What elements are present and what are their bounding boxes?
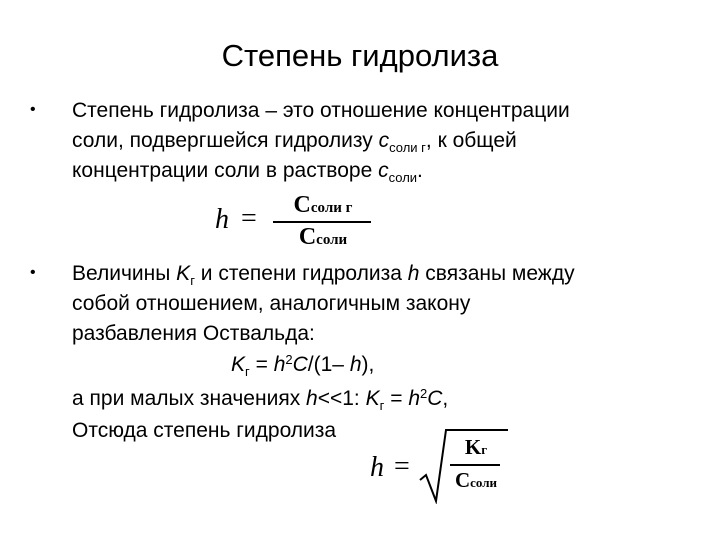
num-sub: соли г <box>310 200 353 216</box>
bullet1-line1: Степень гидролиза – это отношение концентрации <box>72 99 570 122</box>
subscript: г <box>190 273 195 288</box>
formula-lhs: h <box>215 204 229 235</box>
var-h: h <box>306 387 318 410</box>
text: , <box>442 387 449 410</box>
subscript: г <box>379 398 385 413</box>
var-h: h <box>408 387 420 410</box>
formula-equals: = <box>394 451 410 482</box>
bullet1-line2-tail: , к общей <box>425 129 517 152</box>
text: Величины <box>72 262 177 285</box>
superscript: 2 <box>285 352 293 367</box>
den-main: С <box>454 468 471 492</box>
den-sub: соли <box>316 232 348 248</box>
var-k: K <box>365 387 380 410</box>
text: ), <box>361 353 375 376</box>
bullet1-line3 <box>72 158 423 186</box>
bullet2-line1 <box>72 261 575 289</box>
bullet-marker: • <box>30 101 36 118</box>
text: = <box>249 353 274 376</box>
bullet1-line3-text: концентрации соли в растворе <box>72 159 379 182</box>
text: = <box>384 387 409 410</box>
den-sub: соли <box>470 475 498 490</box>
bullet-marker: • <box>30 264 36 281</box>
formula-equals: = <box>241 203 257 234</box>
text: и степени гидролиза <box>194 262 408 285</box>
text: а при малых значениях <box>72 387 307 410</box>
bullet2-line6: Отсюда степень гидролиза <box>72 419 337 442</box>
superscript: 2 <box>420 386 428 401</box>
den-main: С <box>298 224 317 250</box>
var-h: h <box>349 353 362 376</box>
var-h: h <box>273 353 286 376</box>
formula-denominator <box>448 468 504 493</box>
bullet2-line5 <box>72 386 448 414</box>
num-main: С <box>293 192 311 218</box>
formula-h-sqrt <box>370 428 510 504</box>
var-c: с <box>378 159 389 182</box>
formula-h-ratio <box>215 192 375 254</box>
text: связаны между <box>419 262 575 285</box>
bullet1-line3-tail: . <box>417 159 423 182</box>
subscript: соли <box>388 170 418 185</box>
slide-title: Степень гидролиза <box>221 38 499 73</box>
text: /(1– <box>307 353 350 376</box>
num-sub: г <box>481 442 488 457</box>
subscript: г <box>245 364 250 379</box>
var-k: K <box>231 353 246 376</box>
formula-numerator <box>448 435 504 460</box>
bullet2-line2: собой отношением, аналогичным закону <box>72 292 471 315</box>
var-k: K <box>176 262 191 285</box>
fraction-bar <box>273 221 371 223</box>
num-main: K <box>464 435 482 459</box>
formula-denominator <box>273 224 373 251</box>
text: <<1: <box>317 387 366 410</box>
fraction-bar <box>450 464 500 466</box>
bullet2-line4-equation <box>231 352 374 380</box>
var-c: C <box>427 387 443 410</box>
bullet2-line3: разбавления Оствальда: <box>72 322 315 345</box>
var-c: C <box>292 353 308 376</box>
formula-lhs: h <box>370 452 384 483</box>
subscript: соли г <box>389 140 426 155</box>
var-c: с <box>378 129 390 152</box>
bullet1-line2-text: соли, подвергшейся гидролизу <box>72 129 379 152</box>
var-h: h <box>407 262 420 285</box>
bullet1-line2 <box>72 128 517 156</box>
formula-numerator <box>273 192 373 219</box>
